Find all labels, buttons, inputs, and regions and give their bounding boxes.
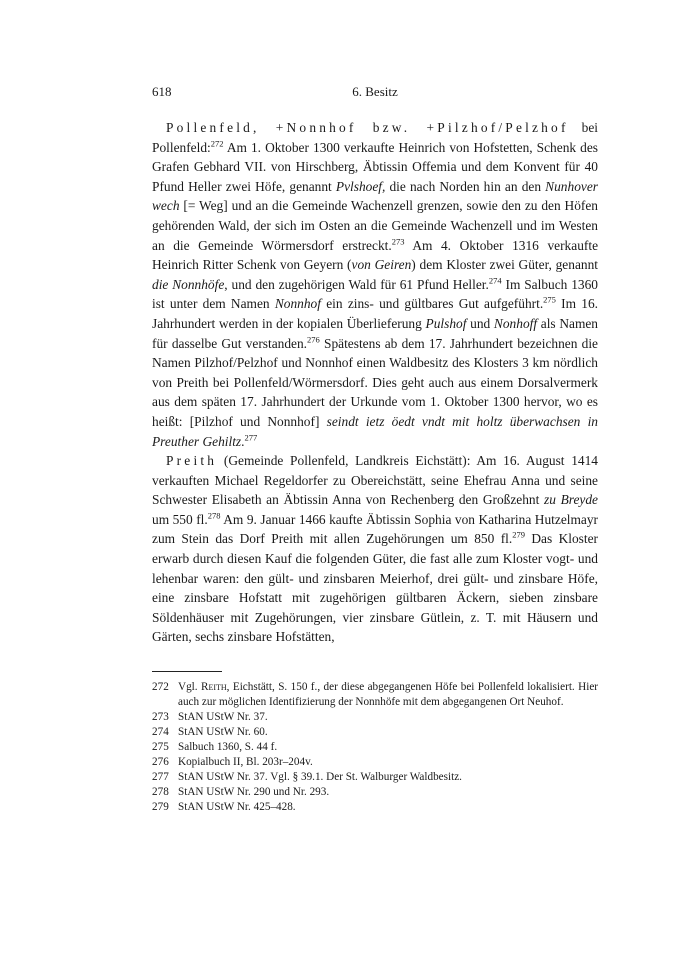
italic-quote: Pulshof — [425, 315, 467, 331]
footnote-number: 278 — [152, 786, 169, 799]
footnote-number: 276 — [152, 756, 169, 769]
text-span: Im Salbuch 1360 ist unter dem Namen — [152, 276, 598, 312]
footnote-ref[interactable]: 275 — [543, 294, 556, 305]
footnote — [152, 740, 598, 755]
italic-quote: Nonnhof — [274, 296, 321, 312]
footnote-number: 272 — [152, 681, 169, 694]
footnote-text: StAN UStW Nr. 37. — [178, 711, 268, 724]
text-span: Spätestens ab dem 17. Jahrhundert bezeichnen die Namen Pilzhof/Pelzhof und Nonnhof einen Waldbesitz des Klosters 3 km nördlich von Preith bei Pollenfeld/Wörmersdorf. Dies geht auch aus einem Dorsalvermerk aus dem späten 17. Jahrhundert der Urkunde vom 1. Oktober 1300 hervor, wo es heißt: [Pilzhof und Nonnhof] — [152, 335, 598, 429]
text-span: als Namen für dasselbe Gut verstanden. — [152, 315, 599, 351]
footnote-text: StAN UStW Nr. 60. — [178, 726, 268, 739]
text-span: Im 16. Jahrhundert werden in der kopialen Überlieferung — [152, 296, 599, 331]
text-span: , und den zugehörigen Wald für 61 Pfund Heller. — [224, 276, 489, 292]
text-span: Am 9. Januar 1466 kaufte Äbtissin Sophia von Katharina Hutzelmayr zum Stein das Dorf Preith mit allen Zugehörungen um 850 fl. — [152, 511, 598, 547]
italic-quote: seindt ietz öedt vndt mit holtz überwachsen in Preuther Gehiltz — [152, 413, 598, 449]
footnote-text: StAN UStW Nr. 290 und Nr. 293. — [178, 786, 330, 799]
place-heading-preith: Preith — [166, 453, 218, 469]
footnote-text: StAN UStW Nr. 37. Vgl. § 39.1. Der St. Walburger Waldbesitz. — [178, 771, 462, 784]
text-span: ) dem Kloster zwei Güter, genannt — [411, 257, 598, 273]
text-span: bei Pollenfeld: — [152, 120, 598, 155]
italic-quote: Nunhover wech — [152, 178, 598, 214]
footnote-text-part: Vgl. — [178, 681, 201, 694]
footnote-text — [178, 680, 598, 710]
footnote — [152, 755, 598, 770]
text-span: die nach Norden hin an den — [385, 178, 546, 194]
text-span: um 550 fl. — [152, 511, 208, 527]
running-head — [152, 84, 598, 106]
italic-quote: Pvlshoef, — [335, 178, 386, 194]
footnote-ref[interactable]: 277 — [244, 432, 258, 443]
text-span: Das Kloster erwarb durch diesen Kauf die folgenden Güter, die fast alle zum Kloster vogt- und lehenbar waren: den gült- und zinsbaren Meierhof, drei gült- und zinsbare Höfe, eine zinsbare Hofstatt mit zugehörigen gültbaren Äckern, sieben zinsbare Söldenhäuser mit Zugehörungen, vier zinsbare Gütlein, z. T. mit Häusern und Gärten, sechs zinsbare Hofstätten, — [152, 531, 598, 645]
italic-quote: von Geiren — [351, 257, 412, 273]
paragraph-preith — [152, 451, 598, 647]
footnote — [152, 710, 598, 725]
text-span: Am 1. Oktober 1300 verkaufte Heinrich von Hofstetten, Schenk des Grafen Gebhard VII. von Hirschberg, Äbtissin Offemia und dem Konvent für 40 Pfund Heller zwei Höfe, genannt — [152, 139, 598, 194]
footnote — [152, 680, 598, 710]
chapter-title: 6. Besitz — [352, 84, 398, 99]
text-span: . — [241, 433, 245, 449]
italic-quote: zu Breyde — [544, 492, 598, 508]
footnote — [152, 800, 598, 815]
footnote-ref[interactable]: 274 — [488, 275, 502, 286]
page — [152, 84, 598, 815]
footnote-text-part: , Eichstätt, S. 150 f., der diese abgegangenen Höfe bei Pollenfeld lokalisiert. Hier auch zur möglichen Identifizierung der Nonnhöfe mit dem abgegangenen Ort Neuhof. — [178, 681, 599, 709]
italic-quote: die Nonnhöfe — [152, 276, 225, 292]
text-span: [= Weg] und an die Gemeinde Wachenzell grenzen, sowie den zu den Höfen gehörenden Wald, der sich im Osten an die Gemeinde Wachenzell und im Westen an die Gemeinde Wörmersdorf erstreckt. — [152, 198, 598, 253]
footnote-text: Salbuch 1360, S. 44 f. — [178, 741, 278, 754]
text-span: Am 4. Oktober 1316 verkaufte Heinrich Ritter Schenk von Geyern ( — [152, 237, 599, 273]
footnote-text: StAN UStW Nr. 425–428. — [178, 801, 296, 814]
footnote — [152, 770, 598, 785]
footnote — [152, 785, 598, 800]
footnote-text: Kopialbuch II, Bl. 203r–204v. — [178, 756, 313, 769]
author-name: Reith — [200, 681, 227, 694]
page-number: 618 — [152, 84, 172, 99]
body-text — [152, 118, 598, 647]
footnote — [152, 725, 598, 740]
text-span: ein zins- und gültbares Gut aufgeführt. — [320, 296, 544, 312]
place-heading-pollenfeld: Pollenfeld, +Nonnhof bzw. +Pilzhof/Pelzhof — [166, 120, 569, 135]
text-span: (Gemeinde Pollenfeld, Landkreis Eichstätt): Am 16. August 1414 verkauften Michael Regeldorfer zu Obereichstätt, seine Ehefrau Anna und seine Schwester Elisabeth an Äbtissin Anna von Rechenberg den Großzehnt — [152, 453, 598, 508]
footnote-number: 274 — [152, 726, 169, 739]
footnote-number: 275 — [152, 741, 169, 754]
footnote-ref[interactable]: 276 — [307, 334, 320, 345]
footnote-ref[interactable]: 278 — [207, 510, 221, 521]
footnote-number: 273 — [152, 711, 169, 724]
text-span: und — [466, 315, 494, 331]
footnote-ref[interactable]: 279 — [512, 530, 525, 540]
footnote-ref[interactable]: 272 — [210, 138, 224, 149]
footnote-ref[interactable]: 273 — [391, 236, 405, 247]
footnote-divider — [152, 671, 222, 672]
footnote-number: 277 — [152, 771, 169, 784]
footnotes — [152, 680, 598, 815]
italic-quote: Nonhoff — [493, 315, 538, 331]
footnote-number: 279 — [152, 801, 169, 814]
paragraph-pollenfeld — [152, 118, 598, 451]
